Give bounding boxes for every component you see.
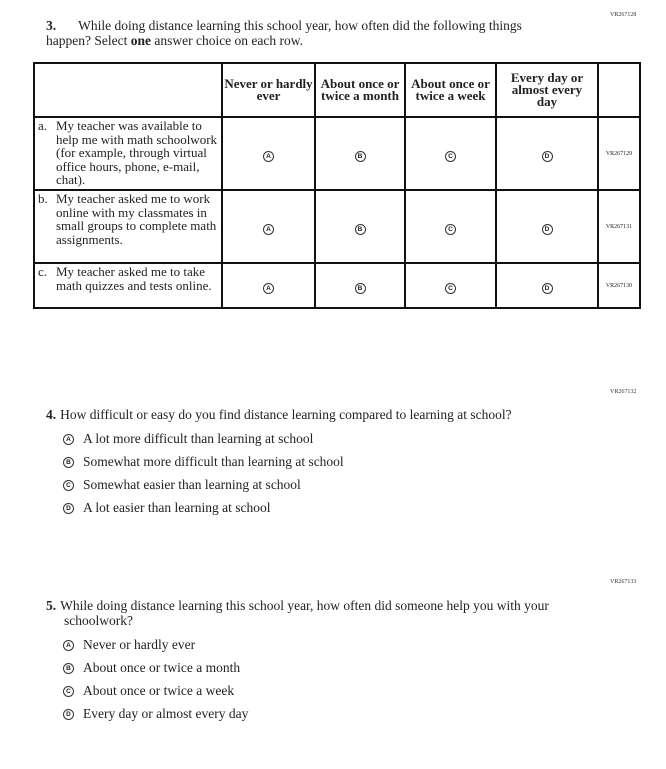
answer-bubble-a[interactable]: A bbox=[63, 434, 74, 445]
answer-bubble-b[interactable]: B bbox=[63, 457, 74, 468]
item-code: VR267128 bbox=[610, 12, 637, 18]
option-d[interactable]: D A lot easier than learning at school bbox=[63, 500, 270, 516]
answer-bubble-d[interactable]: D bbox=[542, 151, 553, 162]
option-a[interactable]: A Never or hardly ever bbox=[63, 637, 195, 653]
table-row: a. My teacher was available to help me with math schoolwork (for example, through virtual office hours, phone, e-mail, chat). A B C D VR267129 bbox=[34, 117, 640, 190]
item-code: VR267129 bbox=[598, 117, 640, 190]
item-code: VR267133 bbox=[610, 579, 637, 585]
option-c[interactable]: C Somewhat easier than learning at school bbox=[63, 477, 301, 493]
question-3: 3. While doing distance learning this school year, how often did the following things happen? Select one answer choice on each row. bbox=[46, 18, 522, 48]
answer-bubble-c[interactable]: C bbox=[445, 283, 456, 294]
column-header: Never or hardly ever bbox=[222, 63, 315, 117]
column-header: About once or twice a month bbox=[315, 63, 405, 117]
answer-bubble-d[interactable]: D bbox=[542, 283, 553, 294]
table-row: b. My teacher asked me to work online with my classmates in small groups to complete math assignments. A B C D VR267131 bbox=[34, 190, 640, 263]
item-code: VR267130 bbox=[598, 263, 640, 308]
answer-bubble-d[interactable]: D bbox=[63, 503, 74, 514]
answer-bubble-b[interactable]: B bbox=[63, 663, 74, 674]
answer-bubble-b[interactable]: B bbox=[355, 224, 366, 235]
answer-bubble-b[interactable]: B bbox=[355, 151, 366, 162]
row-label: My teacher asked me to take math quizzes and tests online. bbox=[56, 264, 212, 293]
question-4: 4. How difficult or easy do you find distance learning compared to learning at school? bbox=[46, 407, 512, 422]
answer-bubble-a[interactable]: A bbox=[63, 640, 74, 651]
answer-bubble-a[interactable]: A bbox=[263, 151, 274, 162]
answer-bubble-b[interactable]: B bbox=[355, 283, 366, 294]
item-code: VR267131 bbox=[598, 190, 640, 263]
question-3-grid bbox=[33, 62, 641, 309]
option-a[interactable]: A A lot more difficult than learning at school bbox=[63, 431, 313, 447]
row-label: My teacher asked me to work online with my classmates in small groups to complete math assignments. bbox=[56, 191, 217, 247]
answer-bubble-c[interactable]: C bbox=[445, 151, 456, 162]
column-header: About once or twice a week bbox=[405, 63, 496, 117]
item-code: VR267132 bbox=[610, 389, 637, 395]
answer-bubble-a[interactable]: A bbox=[263, 224, 274, 235]
option-b[interactable]: B About once or twice a month bbox=[63, 660, 240, 676]
answer-bubble-d[interactable]: D bbox=[542, 224, 553, 235]
option-b[interactable]: B Somewhat more difficult than learning at school bbox=[63, 454, 344, 470]
question-5: 5. While doing distance learning this school year, how often did someone help you with your schoolwork? bbox=[46, 598, 549, 628]
answer-bubble-a[interactable]: A bbox=[263, 283, 274, 294]
answer-bubble-c[interactable]: C bbox=[63, 686, 74, 697]
answer-bubble-c[interactable]: C bbox=[63, 480, 74, 491]
answer-bubble-d[interactable]: D bbox=[63, 709, 74, 720]
option-d[interactable]: D Every day or almost every day bbox=[63, 706, 248, 722]
answer-bubble-c[interactable]: C bbox=[445, 224, 456, 235]
row-label: My teacher was available to help me with math schoolwork (for example, through virtual office hours, phone, e-mail, chat). bbox=[56, 118, 218, 188]
option-c[interactable]: C About once or twice a week bbox=[63, 683, 234, 699]
column-header: Every day or almost every day bbox=[496, 63, 598, 117]
table-row: c. My teacher asked me to take math quizzes and tests online. A B C D VR267130 bbox=[34, 263, 640, 308]
